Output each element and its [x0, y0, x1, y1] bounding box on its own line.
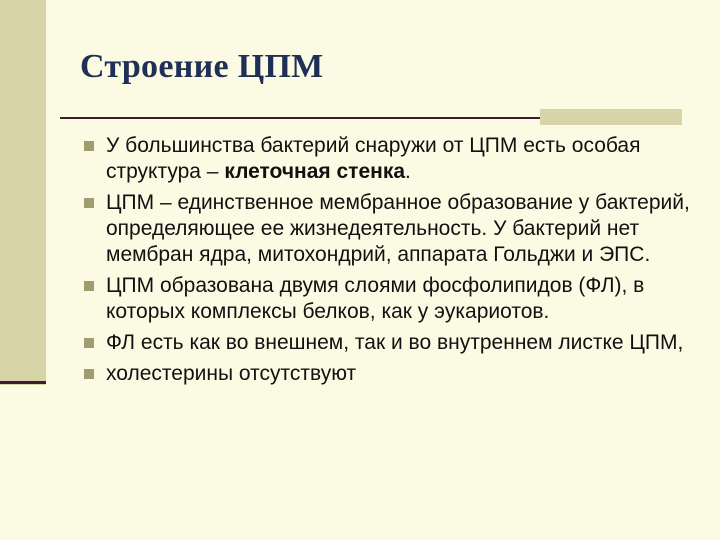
square-bullet-icon [84, 338, 94, 348]
bullet-item [84, 190, 694, 268]
left-accent-bar [0, 0, 46, 385]
square-bullet-icon [84, 198, 94, 208]
bullet-emphasis: клеточная стенка [224, 160, 406, 183]
square-bullet-icon [84, 141, 94, 151]
bullet-text: ЦПМ – единственное мембранное образование у бактерий, определяющее ее жизнедеятельность. У бактерий нет мембран ядра, митохондрий, аппарата Гольджи и ЭПС. [106, 191, 690, 266]
bullet-item [84, 133, 694, 185]
bullet-item [84, 361, 694, 387]
bullet-text: ЦПМ образована двумя слоями фосфолипидов (ФЛ), в которых комплексы белков, как у эукариотов. [106, 274, 645, 323]
title-decoration-box [540, 109, 682, 125]
bullet-text-end: . [405, 160, 411, 183]
left-accent-bar-base [0, 381, 46, 384]
bullet-item [84, 330, 694, 356]
bullet-text: У большинства бактерий снаружи от ЦПМ есть особая структура – [106, 134, 641, 183]
square-bullet-icon [84, 369, 94, 379]
bullet-text: ФЛ есть как во внешнем, так и во внутреннем листке ЦПМ, [106, 331, 684, 354]
bullet-list [84, 133, 694, 392]
bullet-text: холестерины отсутствуют [106, 362, 357, 385]
square-bullet-icon [84, 281, 94, 291]
slide-title: Строение ЦПМ [80, 48, 324, 85]
bullet-item [84, 273, 694, 325]
